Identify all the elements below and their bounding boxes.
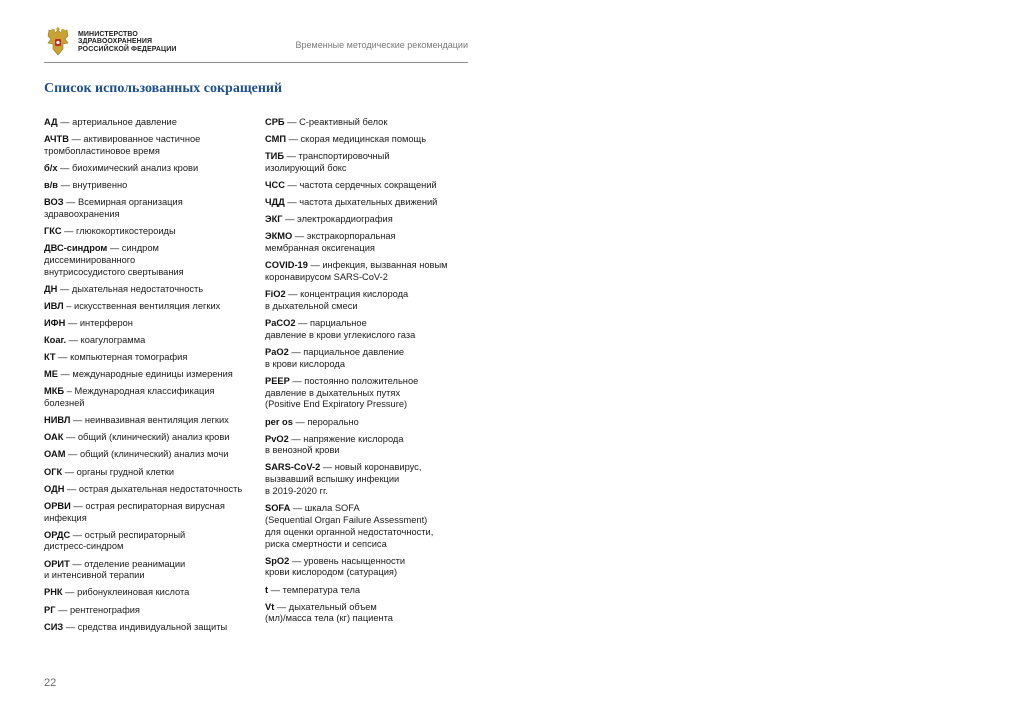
separator: – [64, 386, 75, 397]
entry-line [44, 484, 254, 496]
abbreviation-term: ЧСС [265, 180, 285, 191]
separator: — [307, 260, 323, 271]
definition-text: (мл)/масса тела (кг) пациента [265, 613, 393, 624]
entry-line [44, 587, 254, 599]
abbreviation-term: t [265, 584, 269, 595]
definition-text: частота сердечных сокращений [299, 180, 437, 191]
separator: — [320, 462, 335, 473]
ministry-name [78, 31, 177, 54]
definition-text: внутривенно [72, 180, 128, 191]
abbreviation-term: НИВЛ [44, 415, 71, 426]
separator: — [292, 231, 307, 242]
abbreviation-term: КТ [44, 352, 56, 363]
entry-line [44, 284, 254, 296]
abbreviation-entry [265, 556, 475, 580]
definition-text: активированное частичное [83, 134, 201, 145]
definition-text: температура тела [282, 584, 361, 595]
definition-text: парциальное давление [303, 346, 405, 357]
abbreviation-entry [44, 432, 254, 444]
entry-line [44, 267, 254, 279]
entry-line [44, 530, 254, 542]
definition-text: электрокардиография [297, 214, 393, 225]
definition-text: постоянно положительное [304, 375, 419, 386]
separator: — [64, 483, 79, 494]
abbreviation-entry [44, 559, 254, 583]
entry-line [265, 462, 475, 474]
definition-text: новый коронавирус, [334, 462, 422, 473]
definition-text: дыхательная недостаточность [71, 283, 204, 294]
definition-text: крови кислородом (сатурация) [265, 567, 398, 578]
entry-line [44, 501, 254, 513]
entry-line [265, 330, 475, 342]
definition-text: интерферон [79, 318, 133, 329]
entry-line [44, 197, 254, 209]
ministry-line: ЗДРАВООХРАНЕНИЯ [78, 38, 153, 46]
abbreviation-term: РГ [44, 604, 56, 615]
header-divider [44, 62, 468, 63]
abbreviation-entry [265, 585, 475, 597]
entry-line [265, 567, 475, 579]
abbreviation-entry [44, 226, 254, 238]
entry-line [44, 146, 254, 158]
separator: — [286, 134, 301, 145]
entry-line [265, 539, 475, 551]
abbreviation-entry [265, 231, 475, 255]
definition-text: скорая медицинская помощь [300, 134, 427, 145]
abbreviation-term: SpO2 [265, 555, 290, 566]
entry-line [44, 209, 254, 221]
separator: — [284, 117, 300, 127]
entry-line [44, 163, 254, 175]
abbreviation-entry [265, 602, 475, 626]
entry-line [44, 449, 254, 461]
entry-line [265, 197, 475, 209]
abbreviation-term: ЭКМО [265, 231, 293, 242]
definition-text: давление в дыхательных путях [265, 387, 401, 398]
separator: — [289, 375, 305, 386]
abbreviation-term: PaCO2 [265, 318, 296, 329]
definition-text: острый респираторный [84, 529, 186, 540]
separator: — [288, 433, 304, 444]
abbreviation-term: б/х [44, 162, 58, 173]
entry-line [265, 474, 475, 486]
separator: — [284, 151, 299, 162]
entry-line [44, 180, 254, 192]
definition-text: искусственная вентиляция легких [74, 300, 221, 311]
definition-text: Всемирная организация [78, 197, 183, 208]
entry-line [265, 503, 475, 515]
definition-text: инфекция [44, 512, 87, 523]
definition-text: мембранная оксигенация [265, 243, 375, 254]
entry-line [265, 445, 475, 457]
entry-line [44, 318, 254, 330]
separator: — [68, 134, 84, 145]
entry-line [44, 467, 254, 479]
abbreviation-term: МКБ [44, 386, 65, 397]
definition-text: частота дыхательных движений [299, 197, 438, 208]
abbreviation-entry [44, 467, 254, 479]
abbreviation-entry [44, 335, 254, 347]
abbreviation-entry [265, 347, 475, 371]
definition-text: острая респираторная вирусная [85, 500, 225, 511]
abbreviation-entry [44, 284, 254, 296]
entry-line [265, 289, 475, 301]
entry-line [44, 622, 254, 634]
abbreviation-term: SARS-CoV-2 [265, 462, 321, 473]
separator: — [288, 346, 304, 357]
abbreviation-entry [265, 289, 475, 313]
abbreviation-entry [265, 434, 475, 458]
abbreviation-term: PEEP [265, 375, 290, 386]
separator: — [58, 180, 73, 191]
separator: — [63, 197, 79, 208]
separator: – [63, 300, 75, 311]
definition-text: тромбопластиновое время [44, 145, 160, 156]
abbreviation-term: в/в [44, 180, 59, 191]
entry-line [44, 369, 254, 381]
entry-line [265, 151, 475, 163]
separator: — [55, 604, 70, 615]
separator: — [70, 500, 86, 511]
abbreviation-term: СРБ [265, 117, 285, 127]
definition-text: глюкокортикостероиды [76, 226, 176, 237]
abbreviation-term: ОРИТ [44, 558, 70, 569]
separator: — [292, 416, 308, 427]
abbreviation-term: ОРДС [44, 529, 71, 540]
abbreviation-term: СМП [265, 134, 287, 145]
abbreviation-term: АЧТВ [44, 134, 69, 145]
entry-line [265, 417, 475, 429]
entry-line [44, 415, 254, 427]
entry-line [265, 163, 475, 175]
definition-text: шкала SOFA [304, 503, 360, 514]
definition-text: давление в крови углекислого газа [265, 329, 416, 340]
page-title: Список использованных сокращений [44, 81, 283, 96]
abbreviation-term: ДВС-синдром [44, 243, 108, 254]
entry-line [265, 613, 475, 625]
abbreviation-entry [265, 318, 475, 342]
abbreviation-entry [265, 503, 475, 550]
definition-text: изолирующий бокс [265, 162, 347, 173]
separator: — [282, 214, 298, 225]
entry-line [265, 359, 475, 371]
abbreviation-entry [265, 260, 475, 284]
abbreviation-entry [44, 622, 254, 634]
definition-text: в венозной крови [265, 445, 340, 456]
abbreviation-term: ТИБ [265, 151, 285, 162]
separator: — [66, 335, 81, 346]
entry-line [44, 541, 254, 553]
definition-text: внутрисосудистого свертывания [44, 266, 184, 277]
definition-text: рибонуклеиновая кислота [77, 587, 190, 598]
definition-text: компьютерная томография [70, 352, 188, 363]
entry-line [265, 347, 475, 359]
entry-line [265, 260, 475, 272]
abbreviation-term: ОДН [44, 483, 65, 494]
abbreviation-term: ОАК [44, 432, 64, 443]
separator: — [69, 558, 85, 569]
definition-text: отделение реанимации [84, 558, 186, 569]
definition-text: здравоохранения [44, 208, 120, 219]
separator: — [55, 352, 71, 363]
abbreviation-entry [44, 318, 254, 330]
definition-text: в крови кислорода [265, 358, 345, 369]
separator: — [284, 180, 300, 191]
separator: — [57, 117, 73, 127]
abbreviation-entry [265, 214, 475, 226]
abbreviation-entry [44, 352, 254, 364]
abbreviation-term: ОАМ [44, 449, 66, 460]
separator: — [63, 432, 78, 443]
page-number: 22 [44, 677, 57, 689]
entry-line [44, 243, 254, 255]
separator: — [70, 529, 85, 540]
abbreviation-entry [44, 197, 254, 221]
entry-line [265, 602, 475, 614]
entry-line [265, 243, 475, 255]
separator: — [274, 601, 289, 612]
definition-text: артериальное давление [72, 117, 177, 127]
definition-text: острая дыхательная недостаточность [78, 483, 243, 494]
definition-text: в дыхательной смеси [265, 300, 358, 311]
ministry-line: МИНИСТЕРСТВО [78, 30, 138, 38]
abbreviation-entry [44, 386, 254, 410]
definition-text: диссеминированного [44, 254, 136, 265]
definition-text: экстракорпоральная [306, 231, 396, 242]
separator: — [65, 318, 80, 329]
entry-line [44, 335, 254, 347]
entry-line [44, 432, 254, 444]
abbreviation-term: СИЗ [44, 621, 64, 632]
abbreviation-term: ОГК [44, 466, 63, 477]
definition-text: риска смертности и сепсиса [265, 538, 387, 549]
definition-text: перорально [307, 416, 359, 427]
separator: — [62, 587, 78, 598]
abbreviation-term: ЭКГ [265, 214, 283, 225]
abbreviation-term: Коаг. [44, 335, 67, 346]
abbreviation-entry [265, 197, 475, 209]
entry-line [265, 434, 475, 446]
abbreviation-entry [265, 417, 475, 429]
ministry-line: РОССИЙСКОЙ ФЕДЕРАЦИИ [78, 45, 177, 53]
abbreviation-term: ДН [44, 283, 58, 294]
separator: — [57, 162, 72, 173]
entry-line [44, 226, 254, 238]
separator: — [70, 415, 85, 426]
abbreviation-entry [44, 369, 254, 381]
definition-text: коагулограмма [80, 335, 146, 346]
entry-line [44, 352, 254, 364]
definition-text: общий (клинический) анализ крови [77, 432, 230, 443]
separator: — [63, 621, 78, 632]
abbreviation-term: ОРВИ [44, 500, 71, 511]
definition-text: средства индивидуальной защиты [77, 621, 228, 632]
abbreviation-term: FiO2 [265, 289, 286, 300]
separator: — [65, 449, 80, 460]
entry-line [44, 398, 254, 410]
abbreviation-entry [44, 243, 254, 278]
abbreviation-term: Vt [265, 601, 275, 612]
abbreviation-term: ЧДД [265, 197, 285, 208]
abbreviation-entry [265, 180, 475, 192]
abbreviation-entry [265, 134, 475, 146]
entry-line [265, 318, 475, 330]
separator: — [295, 318, 310, 329]
separator: — [57, 369, 73, 380]
definition-text: (Positive End Expiratory Pressure) [265, 399, 408, 410]
entry-line [265, 301, 475, 313]
entry-line [265, 527, 475, 539]
definition-text: вызвавший вспышку инфекции [265, 474, 400, 485]
definition-text: (Sequential Organ Failure Assessment) [265, 514, 428, 525]
abbreviation-term: ГКС [44, 226, 62, 237]
definition-text: С-реактивный белок [299, 117, 388, 127]
entry-line [44, 570, 254, 582]
abbreviation-term: ИВЛ [44, 300, 64, 311]
definition-text: рентгенография [69, 604, 140, 615]
abbreviation-term: SOFA [265, 503, 291, 514]
abbreviation-entry [44, 117, 254, 129]
abbreviation-term: PaO2 [265, 346, 289, 357]
entry-line [44, 386, 254, 398]
separator: — [57, 283, 72, 294]
definition-text: в 2019-2020 гг. [265, 486, 328, 497]
definition-text: синдром [121, 243, 159, 254]
abbreviation-entry [44, 605, 254, 617]
definition-text: дыхательный объем [288, 601, 377, 612]
entry-line [265, 585, 475, 597]
entry-line [44, 134, 254, 146]
entry-line [44, 559, 254, 571]
entry-line [44, 513, 254, 525]
entry-line [265, 388, 475, 400]
abbreviation-entry [44, 301, 254, 313]
abbreviation-term: COVID-19 [265, 260, 308, 271]
definition-text: и интенсивной терапии [44, 570, 145, 581]
ministry-logo [44, 26, 204, 58]
abbreviation-entry [44, 134, 254, 158]
abbreviation-entry [44, 449, 254, 461]
definition-text: органы грудной клетки [76, 466, 175, 477]
entry-line [265, 272, 475, 284]
definition-text: концентрация кислорода [300, 289, 409, 300]
definition-text: уровень насыщенности [303, 555, 406, 566]
entry-line [265, 214, 475, 226]
entry-line [265, 399, 475, 411]
definition-text: дистресс-синдром [44, 541, 124, 552]
separator: — [268, 584, 283, 595]
abbreviation-entry [44, 587, 254, 599]
separator: — [107, 243, 122, 254]
entry-line [44, 605, 254, 617]
abbreviation-entry [265, 462, 475, 497]
abbreviation-list-right [265, 117, 475, 631]
abbreviation-entry [44, 415, 254, 427]
separator: — [285, 289, 301, 300]
abbreviation-list-left [44, 117, 254, 639]
definition-text: общий (клинический) анализ мочи [79, 449, 229, 460]
definition-text: биохимический анализ крови [71, 162, 199, 173]
entry-line [265, 376, 475, 388]
entry-line [265, 117, 475, 129]
definition-text: Международная классификация [74, 386, 215, 397]
abbreviation-term: per os [265, 416, 293, 427]
abbreviation-term: МЕ [44, 369, 58, 380]
entry-line [265, 556, 475, 568]
abbreviation-entry [44, 501, 254, 525]
entry-line [265, 486, 475, 498]
abbreviation-entry [265, 117, 475, 129]
definition-text: неинвазивная вентиляция легких [84, 415, 229, 426]
entry-line [265, 134, 475, 146]
abbreviation-term: РНК [44, 587, 63, 598]
entry-line [265, 515, 475, 527]
abbreviation-entry [44, 530, 254, 554]
header-note: Временные методические рекомендации [295, 40, 468, 50]
abbreviation-term: АД [44, 117, 58, 127]
definition-text: транспортировочный [298, 151, 390, 162]
abbreviation-entry [265, 376, 475, 411]
definition-text: болезней [44, 398, 85, 409]
definition-text: инфекция, вызванная новым [322, 260, 448, 271]
abbreviation-entry [44, 180, 254, 192]
entry-line [44, 255, 254, 267]
entry-line [265, 180, 475, 192]
separator: — [289, 555, 304, 566]
abbreviation-term: ИФН [44, 318, 66, 329]
abbreviation-term: PvO2 [265, 433, 289, 444]
coat-of-arms-icon [44, 27, 72, 57]
entry-line [44, 301, 254, 313]
abbreviation-term: ВОЗ [44, 197, 64, 208]
definition-text: парциальное [309, 318, 367, 329]
separator: — [62, 466, 77, 477]
abbreviation-entry [44, 163, 254, 175]
abbreviation-entry [44, 484, 254, 496]
definition-text: коронавирусом SARS-CoV-2 [265, 272, 388, 283]
separator: — [284, 197, 300, 208]
entry-line [44, 117, 254, 129]
definition-text: напряжение кислорода [303, 433, 404, 444]
definition-text: для оценки органной недостаточности, [265, 526, 434, 537]
abbreviation-entry [265, 151, 475, 175]
separator: — [290, 503, 305, 514]
definition-text: международные единицы измерения [72, 369, 233, 380]
separator: — [61, 226, 77, 237]
entry-line [265, 231, 475, 243]
